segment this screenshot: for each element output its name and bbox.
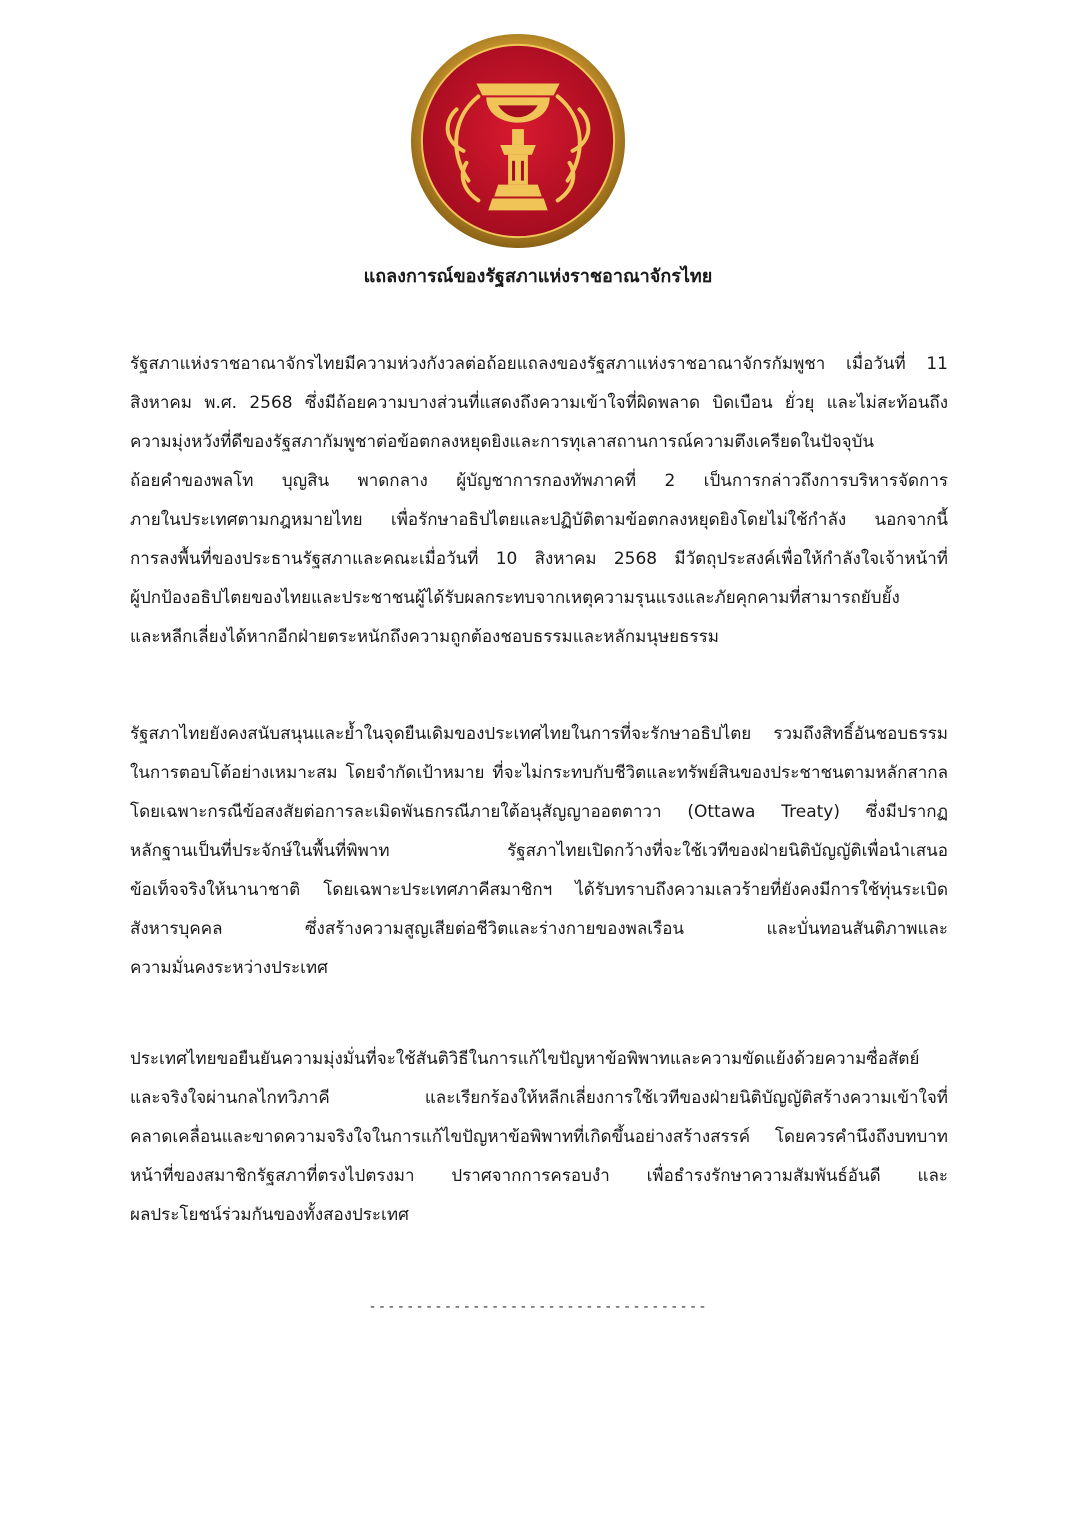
end-divider: ------------------------------------ (368, 1299, 708, 1315)
paragraph-line: รัฐสภาไทยยังคงสนับสนุนและย้ำในจุดยืนเดิมของประเทศไทยในการที่จะรักษาอธิปไตย รวมถึงสิทธิ์อันชอบธรรม (130, 724, 948, 744)
paragraph-line: ผลประโยชน์ร่วมกันของทั้งสองประเทศ (130, 1205, 409, 1225)
paragraph-line: ความมั่นคงระหว่างประเทศ (130, 958, 328, 978)
paragraph-line: คลาดเคลื่อนและขาดความจริงใจในการแก้ไขปัญหาข้อพิพาทที่เกิดขึ้นอย่างสร้างสรรค์ โดยควรคำนึงถึงบทบาท (130, 1127, 948, 1147)
paragraph-line: การลงพื้นที่ของประธานรัฐสภาและคณะเมื่อวันที่ 10 สิงหาคม 2568 มีวัตถุประสงค์เพื่อให้กำลังใจเจ้าหน้าที่ (130, 549, 948, 569)
paragraph-3 (130, 1040, 948, 1235)
paragraph-line: ภายในประเทศตามกฎหมายไทย เพื่อรักษาอธิปไตยและปฏิบัติตามข้อตกลงหยุดยิงโดยไม่ใช้กำลัง นอกจากนี้ (130, 510, 948, 530)
paragraph-line: ในการตอบโต้อย่างเหมาะสม โดยจำกัดเป้าหมาย ที่จะไม่กระทบกับชีวิตและทรัพย์สินของประชาชนตามหลักสากล (130, 763, 948, 783)
paragraph-1 (130, 345, 948, 657)
paragraph-line: ความมุ่งหวังที่ดีของรัฐสภากัมพูชาต่อข้อตกลงหยุดยิงและการทุเลาสถานการณ์ความตึงเครียดในปัจจุบัน (130, 432, 875, 452)
paragraph-line: หลักฐานเป็นที่ประจักษ์ในพื้นที่พิพาท รัฐสภาไทยเปิดกว้างที่จะใช้เวทีของฝ่ายนิติบัญญัติเพื่อนำเสนอ (130, 841, 948, 861)
paragraph-line: และจริงใจผ่านกลไกทวิภาคี และเรียกร้องให้หลีกเลี่ยงการใช้เวทีของฝ่ายนิติบัญญัติสร้างความเข้าใจที่ (130, 1088, 948, 1108)
parliament-emblem-icon (409, 32, 627, 250)
paragraph-line: ข้อเท็จจริงให้นานาชาติ โดยเฉพาะประเทศภาคีสมาชิกฯ ได้รับทราบถึงความเลวร้ายที่ยังคงมีการใช้ทุ่นระเบิด (130, 880, 948, 900)
paragraph-line: และหลีกเลี่ยงได้หากอีกฝ่ายตระหนักถึงความถูกต้องชอบธรรมและหลักมนุษยธรรม (130, 627, 719, 647)
paragraph-line: ประเทศไทยขอยืนยันความมุ่งมั่นที่จะใช้สันติวิธีในการแก้ไขปัญหาข้อพิพาทและความขัดแย้งด้วยความซื่อสัตย์ (130, 1049, 920, 1069)
paragraph-line: รัฐสภาแห่งราชอาณาจักรไทยมีความห่วงกังวลต่อถ้อยแถลงของรัฐสภาแห่งราชอาณาจักรกัมพูชา เมื่อวันที่ 11 (130, 354, 948, 374)
paragraph-line: ผู้ปกป้องอธิปไตยของไทยและประชาชนผู้ได้รับผลกระทบจากเหตุความรุนแรงและภัยคุกคามที่สามารถยับยั้ง (130, 588, 900, 608)
paragraph-line: ถ้อยคำของพลโท บุญสิน พาดกลาง ผู้บัญชาการกองทัพภาคที่ 2 เป็นการกล่าวถึงการบริหารจัดการ (130, 471, 948, 491)
paragraph-2 (130, 715, 948, 988)
paragraph-line: สังหารบุคคล ซึ่งสร้างความสูญเสียต่อชีวิตและร่างกายของพลเรือน และบั่นทอนสันติภาพและ (130, 919, 948, 939)
paragraph-line: สิงหาคม พ.ศ. 2568 ซึ่งมีถ้อยความบางส่วนที่แสดงถึงความเข้าใจที่ผิดพลาด บิดเบือน ยั่วยุ และไม่สะท้อนถึง (130, 393, 948, 413)
paragraph-line: โดยเฉพาะกรณีข้อสงสัยต่อการละเมิดพันธกรณีภายใต้อนุสัญญาออตตาวา (Ottawa Treaty) ซึ่งมีปรากฏ (130, 802, 948, 822)
statement-title: แถลงการณ์ของรัฐสภาแห่งราชอาณาจักรไทย (363, 266, 713, 287)
paragraph-line: หน้าที่ของสมาชิกรัฐสภาที่ตรงไปตรงมา ปราศจากการครอบงำ เพื่อธำรงรักษาความสัมพันธ์อันดี และ (130, 1166, 948, 1186)
